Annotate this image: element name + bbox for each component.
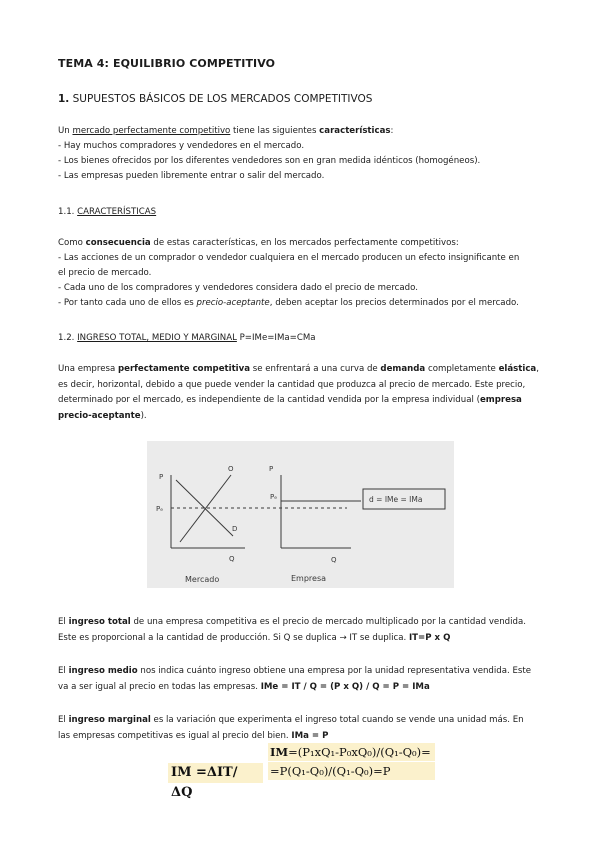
left-q-label: Q xyxy=(229,555,235,563)
term-link: mercado perfectamente competitivo xyxy=(72,126,231,136)
right-pe-label: Pₑ xyxy=(270,493,278,501)
subsection-number: 1.2. xyxy=(58,333,78,343)
paragraph-line xyxy=(58,393,544,409)
left-d-label: D xyxy=(232,525,238,533)
text: tiene las siguientes xyxy=(230,126,320,136)
bold-term: ingreso medio xyxy=(68,666,138,676)
average-revenue-paragraph xyxy=(58,663,544,695)
intro-line xyxy=(58,124,544,139)
text: las empresas competitivas es igual al precio del bien. xyxy=(58,731,292,741)
im-formula-line-1 xyxy=(268,743,435,761)
paragraph-line xyxy=(58,679,544,695)
paragraph-line xyxy=(58,663,544,679)
section-number: 1. xyxy=(58,93,70,105)
bold-term: empresa xyxy=(479,395,522,405)
im-formula-expression: =(P₁xQ₁-P₀xQ₀)/(Q₁-Q₀)= xyxy=(288,745,431,759)
text: es la variación que experimenta el ingreso total cuando se vende una unidad más. En xyxy=(150,715,524,725)
bullet-2: - Los bienes ofrecidos por los diferentes vendedores son en gran medida idénticos (homogéneos). xyxy=(58,156,481,166)
market-firm-figure xyxy=(147,441,454,588)
im-formula-line-2: =P(Q₁-Q₀)/(Q₁-Q₀)=P xyxy=(268,762,435,780)
bold-term: elástica xyxy=(498,364,537,374)
im-symbol: IM xyxy=(270,745,289,759)
intro-paragraph xyxy=(58,124,544,184)
formula: IT=P x Q xyxy=(408,633,451,643)
text: El xyxy=(58,666,69,676)
market-caption: Mercado xyxy=(185,575,220,584)
paragraph-line xyxy=(58,728,544,744)
bullet-line: - Las acciones de un comprador o vendedor cualquiera en el mercado producen un efecto insignificante en xyxy=(58,253,520,263)
demand-box-label: d = IMe = IMa xyxy=(369,495,423,504)
bold-term: demanda xyxy=(380,364,426,374)
text: El xyxy=(58,617,69,627)
document-title: TEMA 4: EQUILIBRIO COMPETITIVO xyxy=(58,57,276,70)
bold-term: consecuencia xyxy=(85,238,151,248)
text: completamente xyxy=(425,364,499,374)
right-p-label: P xyxy=(269,465,274,473)
text: nos indica cuánto ingreso obtiene una empresa por la unidad representativa vendida. Este xyxy=(137,666,532,676)
text: , deben aceptar los precios determinados por el mercado. xyxy=(269,298,519,308)
text: Una empresa xyxy=(58,364,118,374)
bold-term: perfectamente competitiva xyxy=(117,364,251,374)
bold-term: ingreso marginal xyxy=(68,715,151,725)
text: va a ser igual al precio en todas las empresas. xyxy=(58,682,261,692)
firm-caption: Empresa xyxy=(291,574,327,583)
elastic-demand-paragraph xyxy=(58,362,544,424)
bullet-line: el precio de mercado. xyxy=(58,268,152,278)
total-revenue-paragraph xyxy=(58,614,544,646)
bold-term: características xyxy=(319,126,391,136)
text: El xyxy=(58,715,69,725)
im-delta-formula: IM =ΔIT/ ΔQ xyxy=(168,763,263,783)
text: de estas características, en los mercados perfectamente competitivos: xyxy=(150,238,459,248)
paragraph-line xyxy=(58,236,544,251)
section-1-heading xyxy=(58,93,372,105)
bold-term: precio-aceptante xyxy=(58,410,141,421)
right-q-label: Q xyxy=(331,556,337,564)
text: Un xyxy=(58,126,73,136)
equation: P=IMe=IMa=CMa xyxy=(236,333,316,343)
consequences-paragraph xyxy=(58,236,544,311)
text: determinado por el mercado, es independiente de la cantidad vendida por la empresa individual ( xyxy=(58,395,480,405)
text: de una empresa competitiva es el precio de mercado multiplicado por la cantidad vendida. xyxy=(130,617,526,627)
paragraph-line xyxy=(58,712,544,728)
text: se enfrentará a una curva de xyxy=(250,364,381,374)
subsection-title: CARACTERÍSTICAS xyxy=(77,207,157,217)
section-title: SUPUESTOS BÁSICOS DE LOS MERCADOS COMPETITIVOS xyxy=(69,93,373,105)
paragraph-line xyxy=(58,614,544,630)
supply-demand-diagram xyxy=(147,441,454,588)
text: - Por tanto cada uno de ellos es xyxy=(58,298,197,308)
italic-term: precio-aceptante xyxy=(196,298,270,308)
subsection-1-2-heading xyxy=(58,331,544,346)
paragraph-line: es decir, horizontal, debido a que puede vender la cantidad que produzca al precio de mercado. Este precio, xyxy=(58,379,526,390)
bold-term: ingreso total xyxy=(68,617,131,627)
paragraph-line xyxy=(58,362,544,378)
text: , xyxy=(536,364,539,374)
marginal-revenue-paragraph xyxy=(58,712,544,744)
supply-line xyxy=(180,475,231,542)
left-o-label: O xyxy=(228,465,234,473)
text: : xyxy=(390,126,394,136)
left-pe-label: Pₑ xyxy=(156,505,164,513)
bullet-1: - Hay muchos compradores y vendedores en el mercado. xyxy=(58,141,305,151)
bullet-3: - Las empresas pueden libremente entrar o salir del mercado. xyxy=(58,171,325,181)
formula: IMe = IT / Q = (P x Q) / Q = P = IMa xyxy=(260,682,430,692)
text: Este es proporcional a la cantidad de producción. Si Q se duplica → IT se duplica. xyxy=(58,633,409,643)
bullet-line xyxy=(58,296,544,311)
subsection-title: INGRESO TOTAL, MEDIO Y MARGINAL xyxy=(77,333,237,343)
subsection-1-1-heading xyxy=(58,205,544,220)
bullet-line: - Cada uno de los compradores y vendedores considera dado el precio de mercado. xyxy=(58,283,418,293)
text: ). xyxy=(140,410,147,421)
left-p-label: P xyxy=(159,473,164,481)
text: Como xyxy=(58,238,86,248)
subsection-number: 1.1. xyxy=(58,207,78,217)
formula: IMa = P xyxy=(291,731,329,741)
paragraph-line xyxy=(58,409,544,425)
paragraph-line xyxy=(58,630,544,646)
